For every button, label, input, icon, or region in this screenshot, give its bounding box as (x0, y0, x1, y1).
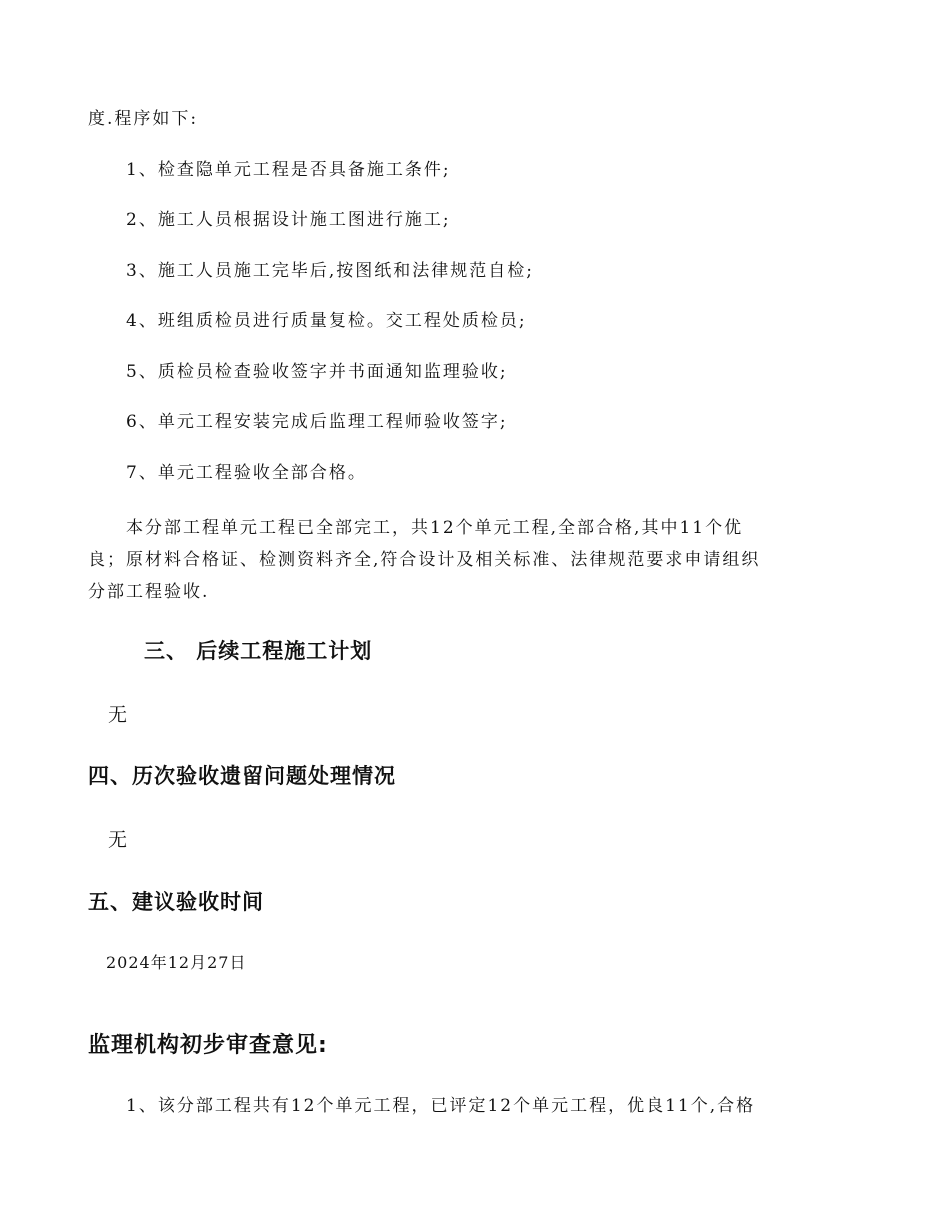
section-3-heading: 三、 后续工程施工计划 (144, 639, 373, 663)
section-4-heading: 四、历次验收遗留问题处理情况 (88, 764, 396, 788)
section-5-heading: 五、建议验收时间 (88, 890, 264, 914)
section-3-body: 无 (108, 704, 130, 726)
summary-line-3: 分部工程验收. (88, 582, 210, 602)
section-4-body: 无 (108, 829, 130, 851)
summary-line-1: 本分部工程单元工程已全部完工，共12个单元工程,全部合格,其中11个优 (126, 518, 744, 538)
step-4: 4、班组质检员进行质量复检。交工程处质检员; (126, 311, 527, 331)
step-7: 7、单元工程验收全部合格。 (126, 463, 367, 483)
suggested-date: 2024年12月27日 (106, 953, 247, 972)
intro-line: 度.程序如下: (88, 109, 199, 129)
step-2: 2、施工人员根据设计施工图进行施工; (126, 210, 451, 230)
step-1: 1、检查隐单元工程是否具备施工条件; (126, 160, 451, 180)
step-5: 5、质检员检查验收签字并书面通知监理验收; (126, 362, 508, 382)
step-3: 3、施工人员施工完毕后,按图纸和法律规范自检; (126, 261, 534, 281)
summary-line-2: 良；原材料合格证、检测资料齐全,符合设计及相关标准、法律规范要求申请组织 (88, 550, 761, 570)
step-6: 6、单元工程安装完成后监理工程师验收签字; (126, 412, 508, 432)
supervision-line-1: 1、该分部工程共有12个单元工程，已评定12个单元工程，优良11个,合格 (126, 1096, 756, 1116)
supervision-heading: 监理机构初步审查意见: (88, 1033, 328, 1058)
